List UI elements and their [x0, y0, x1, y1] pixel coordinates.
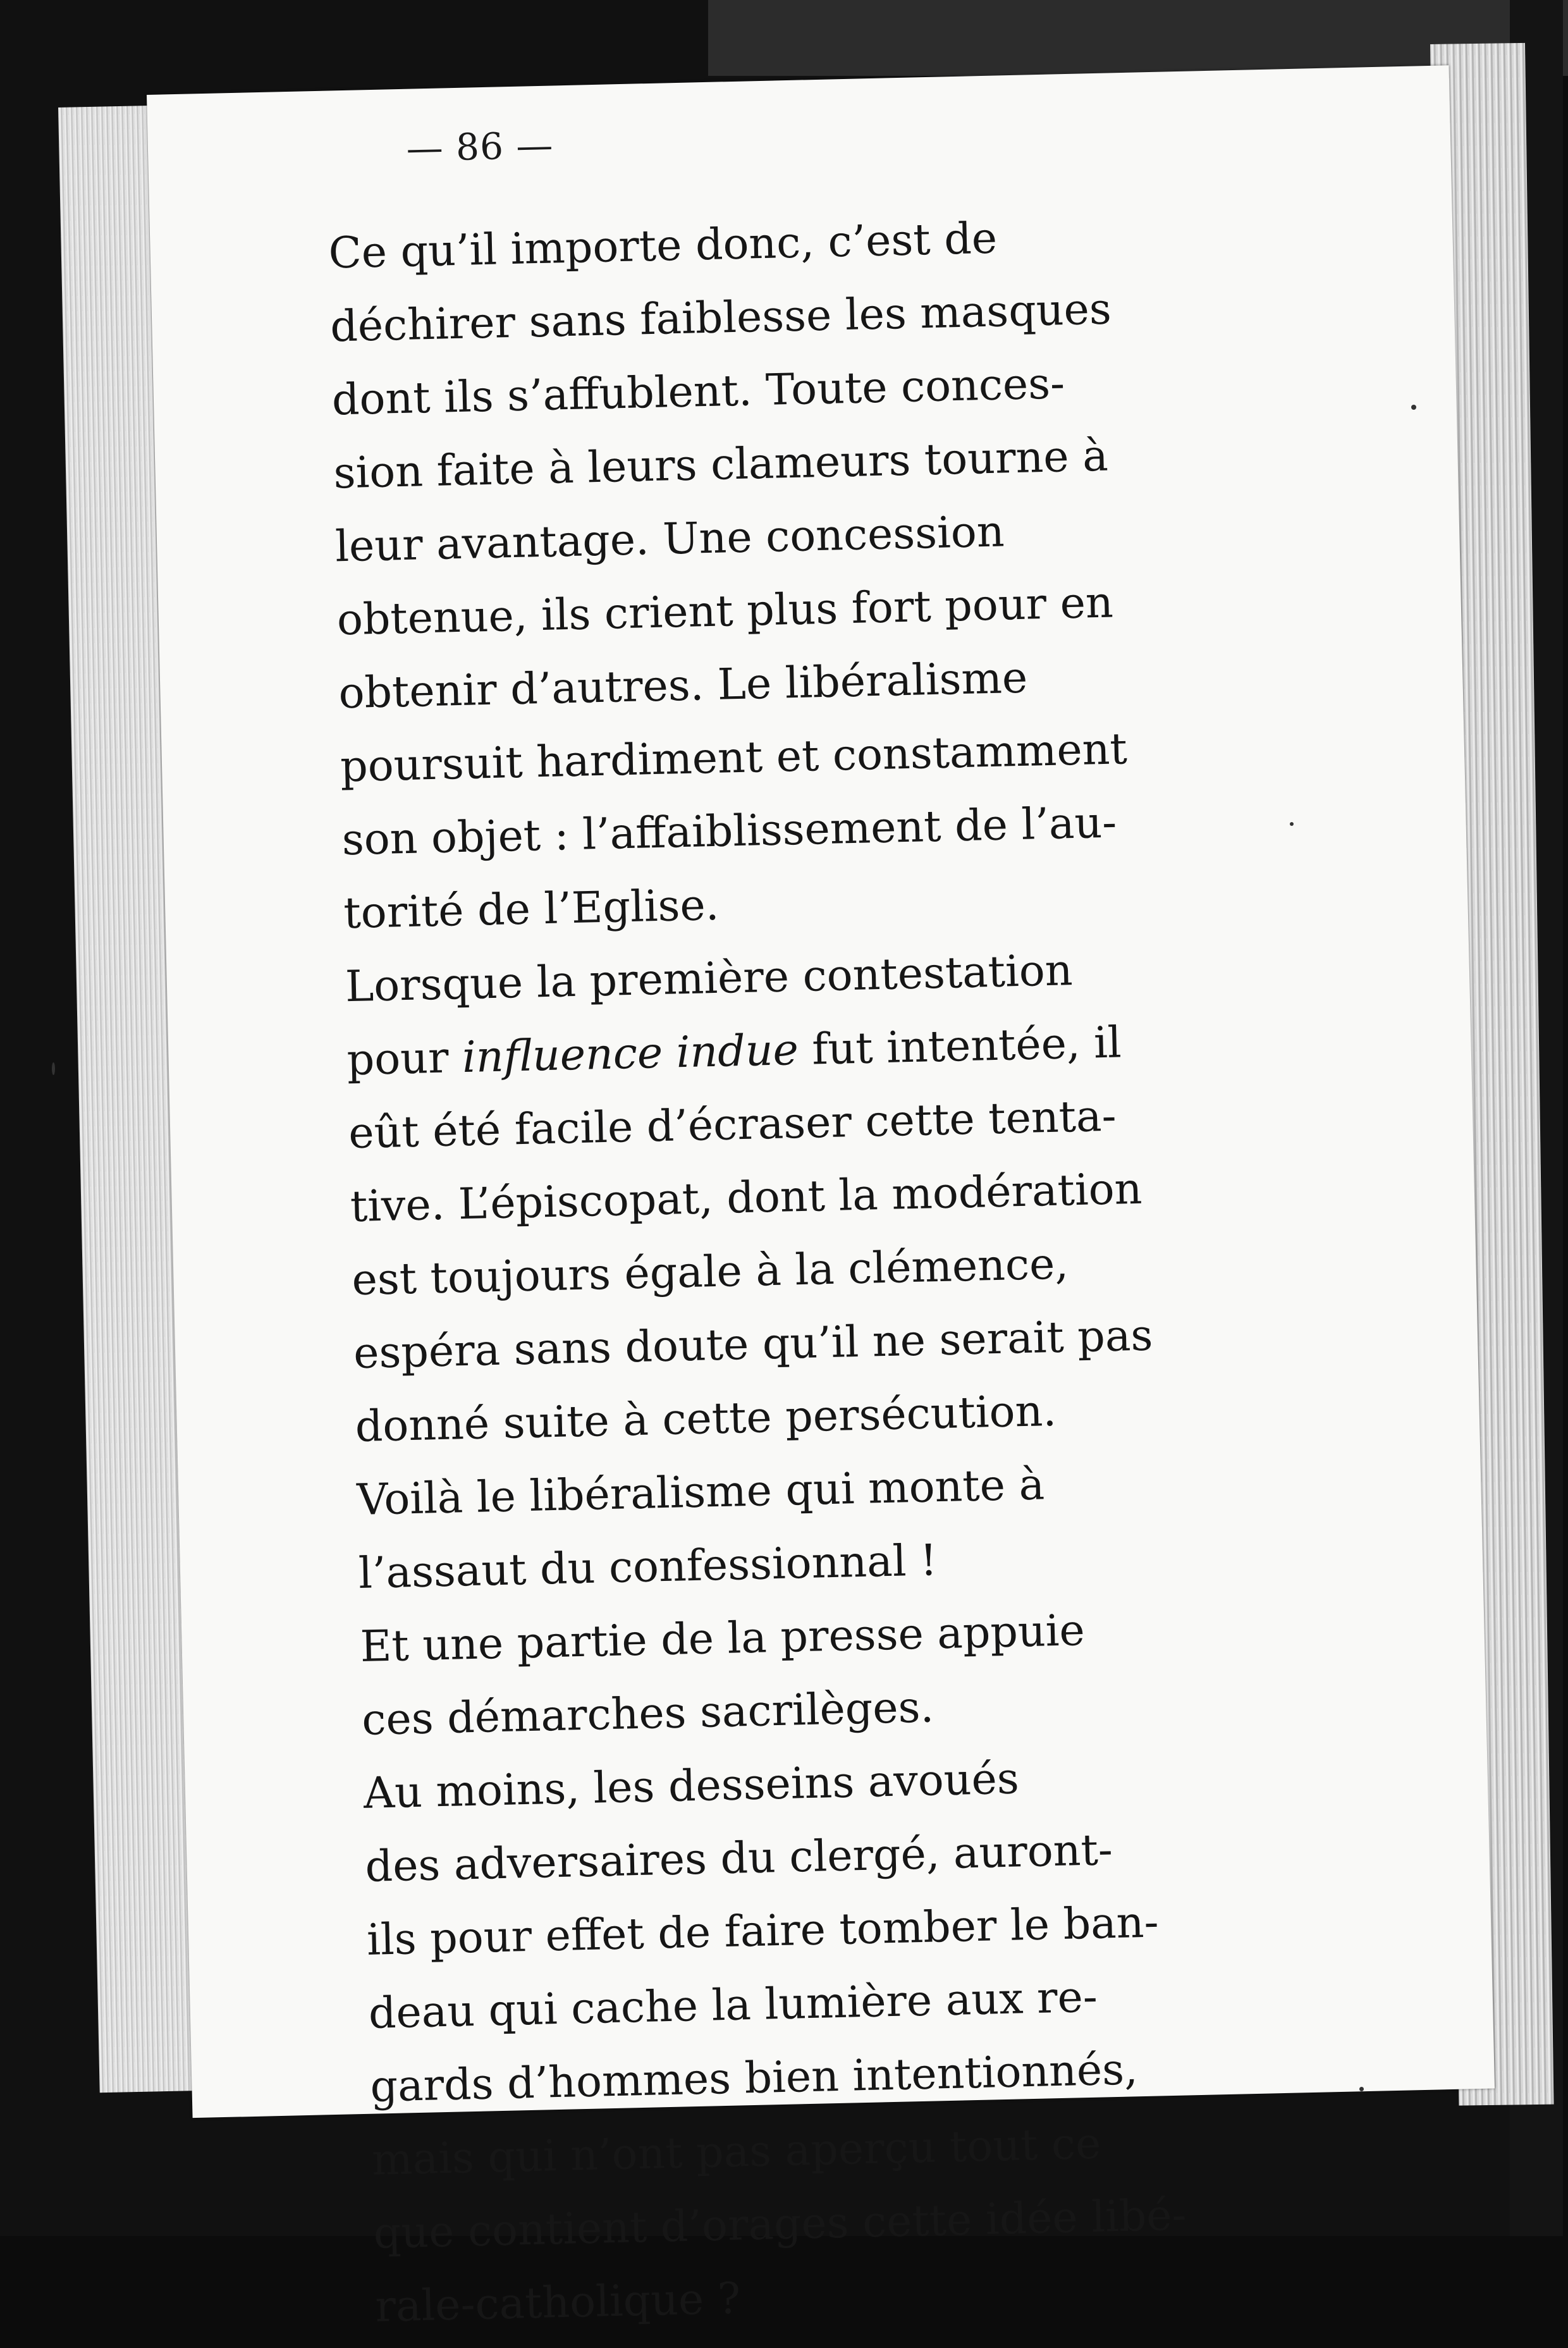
paragraph-3: [310, 1446, 1173, 1612]
text-line: que contient d’orages cette idée libé-: [372, 2190, 1187, 2259]
dust-speck: [1290, 822, 1294, 826]
text-line: des adversaires du clergé, auront-: [364, 1825, 1113, 1892]
text-line: mais qui n’ont pas aperçu tout ce: [371, 2118, 1102, 2185]
text-line: deau qui cache la lumière aux re-: [368, 1972, 1098, 2039]
text-line: obtenir d’autres. Le libéralisme: [338, 653, 1029, 719]
text-line: torité de l’Eglise.: [343, 880, 720, 939]
text-line: poursuit hardiment et constamment: [340, 724, 1128, 792]
text-line: rale-catholique ?: [374, 2273, 742, 2332]
text-line: gards d’hommes bien intentionnés,: [369, 2044, 1139, 2112]
book-page: [147, 65, 1495, 2332]
dust-speck: [52, 1062, 55, 1075]
text-line: donné suite à cette persécution.: [354, 1386, 1057, 1453]
dust-speck: [1411, 405, 1416, 410]
dust-speck: [1359, 2087, 1364, 2091]
text-segment: pour: [346, 1033, 463, 1086]
text-line: son objet : l’affaiblissement de l’au-: [341, 797, 1117, 866]
text-line: Ce qu’il importe donc, c’est de: [328, 213, 998, 279]
text-segment: fut intentée, il: [797, 1017, 1122, 1075]
text-line: Et une partie de la presse appuie: [359, 1605, 1086, 1672]
text-line: l’assaut du confessionnal !: [358, 1535, 938, 1599]
text-line: Au moins, les desseins avoués: [363, 1754, 1020, 1819]
text-line: tive. L’épiscopat, dont la modération: [350, 1164, 1143, 1232]
page-number: — 86 —: [405, 123, 554, 170]
paragraph-2: [299, 932, 1170, 1465]
text-line: déchirer sans faiblesse les masques: [329, 284, 1112, 352]
paragraph-4: [314, 1592, 1177, 1759]
text-line: Voilà le libéralisme qui monte à: [356, 1460, 1045, 1526]
text-line: espéra sans doute qu’il ne serait pas: [353, 1310, 1154, 1379]
italic-term: influence indue: [462, 1025, 799, 1083]
paragraph-1: [282, 199, 1158, 952]
text-line: dont ils s’affublent. Toute conces-: [331, 359, 1065, 426]
text-line: leur avantage. Une concession: [334, 507, 1005, 572]
page-body-text: [282, 199, 1190, 2345]
text-line: Lorsque la première contestation: [345, 945, 1074, 1012]
text-line: est toujours égale à la clémence,: [351, 1239, 1069, 1306]
text-line: obtenue, ils crient plus fort pour en: [336, 577, 1114, 646]
text-line: ces démarches sacrilèges.: [361, 1682, 934, 1745]
text-line: ils pour effet de faire tomber le ban-: [366, 1897, 1160, 1965]
text-line: eût été facile d’écraser cette tenta-: [348, 1091, 1117, 1159]
paragraph-5: [317, 1739, 1191, 2345]
text-line: sion faite à leurs clameurs tourne à: [333, 431, 1109, 499]
